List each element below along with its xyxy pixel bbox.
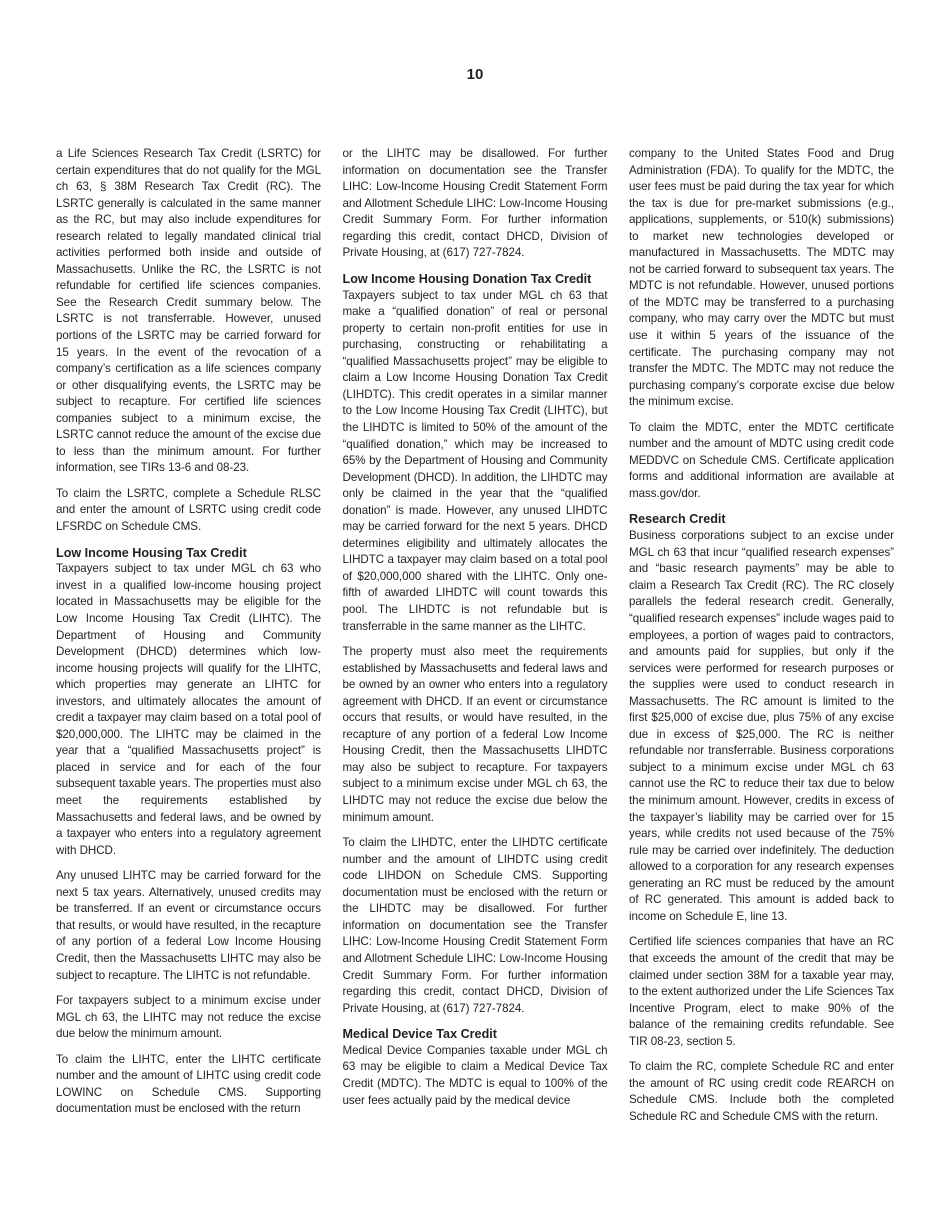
text-columns	[56, 146, 894, 1134]
paragraph: Certified life sciences companies that have an RC that exceeds the amount of the credit that may be claimed under section 38M for a taxable year may, to the extent authorized under the Life Sciences Tax Incentive Program, elect to make 90% of the balance of the remaining credits refundable. See TIR 08-23, section 5.	[629, 935, 894, 1048]
paragraph: or the LIHTC may be disallowed. For further information on documentation see the Transfer LIHC: Low-Income Housing Credit Statement Form and Allotment Schedule LIHC: Low-Income Housing Credit Summary Form. For further information regarding this credit, contact DHCD, Division of Private Housing, at (617) 727-7824.	[342, 147, 608, 260]
paragraph: company to the United States Food and Drug Administration (FDA). To qualify for the MDTC, the user fees must be paid during the tax year for which the tax is due for pre-market submissions (e.g., applications, supplements, or 510(k) submissions) to market new technologies developed or manufactured in Massachusetts. The MDTC may not be carried forward to subsequent tax years. The MDTC is not refundable. However, unused portions of the MDTC may be transferred to a purchasing company, who may carry over the MDTC but must use it within 5 years of the issuance of the certificate. The purchasing company may not transfer the MDTC. The MDTC may not reduce the purchasing company’s corporate excise due below the minimum excise.	[629, 147, 894, 409]
paragraph: Taxpayers subject to tax under MGL ch 63 who invest in a qualified low-income housing project located in Massachusetts may be eligible for the Low Income Housing Tax Credit (LIHTC). The Department of Housing and Community Development (DHCD) determines which low-income housing projects will qualify for the LIHTC, which properties may generate an LIHTC for investors, and ultimately allocates the amount of credit a taxpayer may claim based on a total pool of $20,000,000. The LIHTC may be claimed in the year that a “qualified Massachusetts project” is placed in service and for each of the four subsequent taxable years. The properties must also meet the requirements established by Massachusetts and federal laws, and be owned by a taxpayer who enters into a regulatory agreement with DHCD.	[56, 562, 321, 857]
paragraph: Medical Device Companies taxable under MGL ch 63 may be eligible to claim a Medical Device Tax Credit (MDTC). The MDTC is equal to 100% of the user fees actually paid by the medical device	[342, 1043, 608, 1107]
paragraph: To claim the LIHDTC, enter the LIHDTC certificate number and the amount of LIHDTC using credit code LIHDON on Schedule CMS. Supporting documentation must be enclosed with the return or the LIHDTC may be disallowed. For further information on documentation see the Transfer LIHC: Low-Income Housing Credit Statement Form and Allotment Schedule LIHC: Low-Income Housing Credit Summary Form. For further information regarding this credit, contact DHCD, Division of Private Housing, at (617) 727-7824.	[342, 836, 608, 1015]
section-heading-low-income-housing-donation-tax-credit: Low Income Housing Donation Tax Credit	[342, 271, 592, 286]
paragraph: a Life Sciences Research Tax Credit (LSRTC) for certain expenditures that do not qualify for the MGL ch 63, § 38M Research Tax Credit (RC). The LSRTC generally is calculated in the same manner as the RC, but may also include expenditures for research related to legally mandated clinical trial activities performed both inside and outside of Massachusetts. Unlike the RC, the LSRTC is not refundable for certified life sciences companies. See the Research Credit summary below. The LSRTC is not transferrable. However, unused portions of the LSRTC may be carried forward for 15 years. In the event of the revocation of a company’s certification as a life sciences company or other disqualifying events, the LSRTC may be subject to recapture. For certified life sciences companies subject to a minimum excise, the LSRTC cannot reduce the amount of the excise due to less than the minimum amount. For further information, see TIRs 13-6 and 08-23.	[56, 147, 321, 475]
column-3	[629, 146, 894, 1134]
paragraph: To claim the MDTC, enter the MDTC certificate number and the amount of MDTC using credit code MEDDVC on Schedule CMS. Certificate application forms and additional information are available at mass.gov/dor.	[629, 420, 894, 500]
paragraph: To claim the RC, complete Schedule RC and enter the amount of RC using credit code REARCH on Schedule CMS. Include both the completed Schedule RC and Schedule CMS with the return.	[629, 1060, 894, 1123]
paragraph: To claim the LSRTC, complete a Schedule RLSC and enter the amount of LSRTC using credit code LFSRDC on Schedule CMS.	[56, 486, 321, 534]
paragraph: For taxpayers subject to a minimum excise under MGL ch 63, the LIHTC may not reduce the excise due below the minimum amount.	[56, 994, 321, 1041]
paragraph: Any unused LIHTC may be carried forward for the next 5 tax years. Alternatively, unused credits may be transferred. If an event or circumstance occurs that results, or would have resulted, in the recapture of any portion of a federal Low Income Housing Credit, then the Massachusetts LIHTC may also be subject to recapture. The LIHTC is not refundable.	[56, 869, 321, 982]
paragraph: Business corporations subject to an excise under MGL ch 63 that incur “qualified research expenses” and “basic research payments” may be able to claim a Research Tax Credit (RC). The RC closely parallels the federal research credit. Generally, “qualified research expenses” include wages paid to employees, a portion of wages paid to contractors, and amounts paid for supplies, but only if the services were performed for research purposes or the supplies were used to conduct research in Massachusetts. The RC amount is limited to the first $25,000 of excise due, plus 75% of any excise due in excess of $25,000. The RC is neither refundable nor transferrable. Business corporations subject to a minimum excise under MGL ch 63 cannot use the RC to reduce their tax due to below the minimum amount. However, credits in excess of the taxpayer’s liability may be carried over for 15 years, while credits not used because of the 75% rule may be carried over indefinitely. The deduction allowed to a corporation for any research expenses generating an RC must be reduced by the amount of RC generated. This amount is added back to income on Schedule E, line 13.	[629, 529, 894, 923]
paragraph: The property must also meet the requirements established by Massachusetts and federal laws and be owned by an owner who enters into a regulatory agreement with DHCD. If an event or circumstance occurs that results, or would have resulted, in the recapture of any portion of a federal Low Income Housing Credit, then the Massachusetts LIHDTC may also be subject to recapture. For taxpayers subject to a minimum excise under MGL ch 63, the LIHDTC may not reduce the excise due below the minimum amount.	[342, 645, 608, 824]
paragraph: Taxpayers subject to tax under MGL ch 63 that make a “qualified donation” of real or personal property to certain non-profit entities for use in purchasing, constructing or rehabilitating a “qualified Massachusetts project” may be eligible to claim a Low Income Housing Donation Tax Credit (LIHDTC). This credit operates in a similar manner to the Low Income Housing Tax Credit (LIHTC), but the LIHDTC is limited to 50% of the amount of the “qualified donation,” which may be increased to 65% by the Department of Housing and Community Development (DHCD). In addition, the LIHDTC may only be claimed in the year that the “qualified donation” is made. However, any unused LIHDTC may be carried forward for the next 5 years. DHCD determines eligibility and ultimately allocates the LIHDTC a taxpayer may claim based on a total pool of $20,000,000 shared with the LIHTC. Only one-fifth of awarded LIHDTC will count towards this pool. The LIHDTC is not refundable but is transferrable in the same manner as the LIHTC.	[342, 288, 608, 633]
section-heading-low-income-housing-tax-credit: Low Income Housing Tax Credit	[56, 545, 247, 560]
section-heading-research-credit: Research Credit	[629, 512, 726, 527]
column-2	[343, 146, 608, 1134]
paragraph: To claim the LIHTC, enter the LIHTC certificate number and the amount of LIHTC using credit code LOWINC on Schedule CMS. Supporting documentation must be enclosed with the return	[56, 1052, 321, 1116]
section-heading-medical-device-tax-credit: Medical Device Tax Credit	[342, 1027, 497, 1042]
column-1	[56, 146, 321, 1134]
page-number: 10	[466, 66, 484, 83]
